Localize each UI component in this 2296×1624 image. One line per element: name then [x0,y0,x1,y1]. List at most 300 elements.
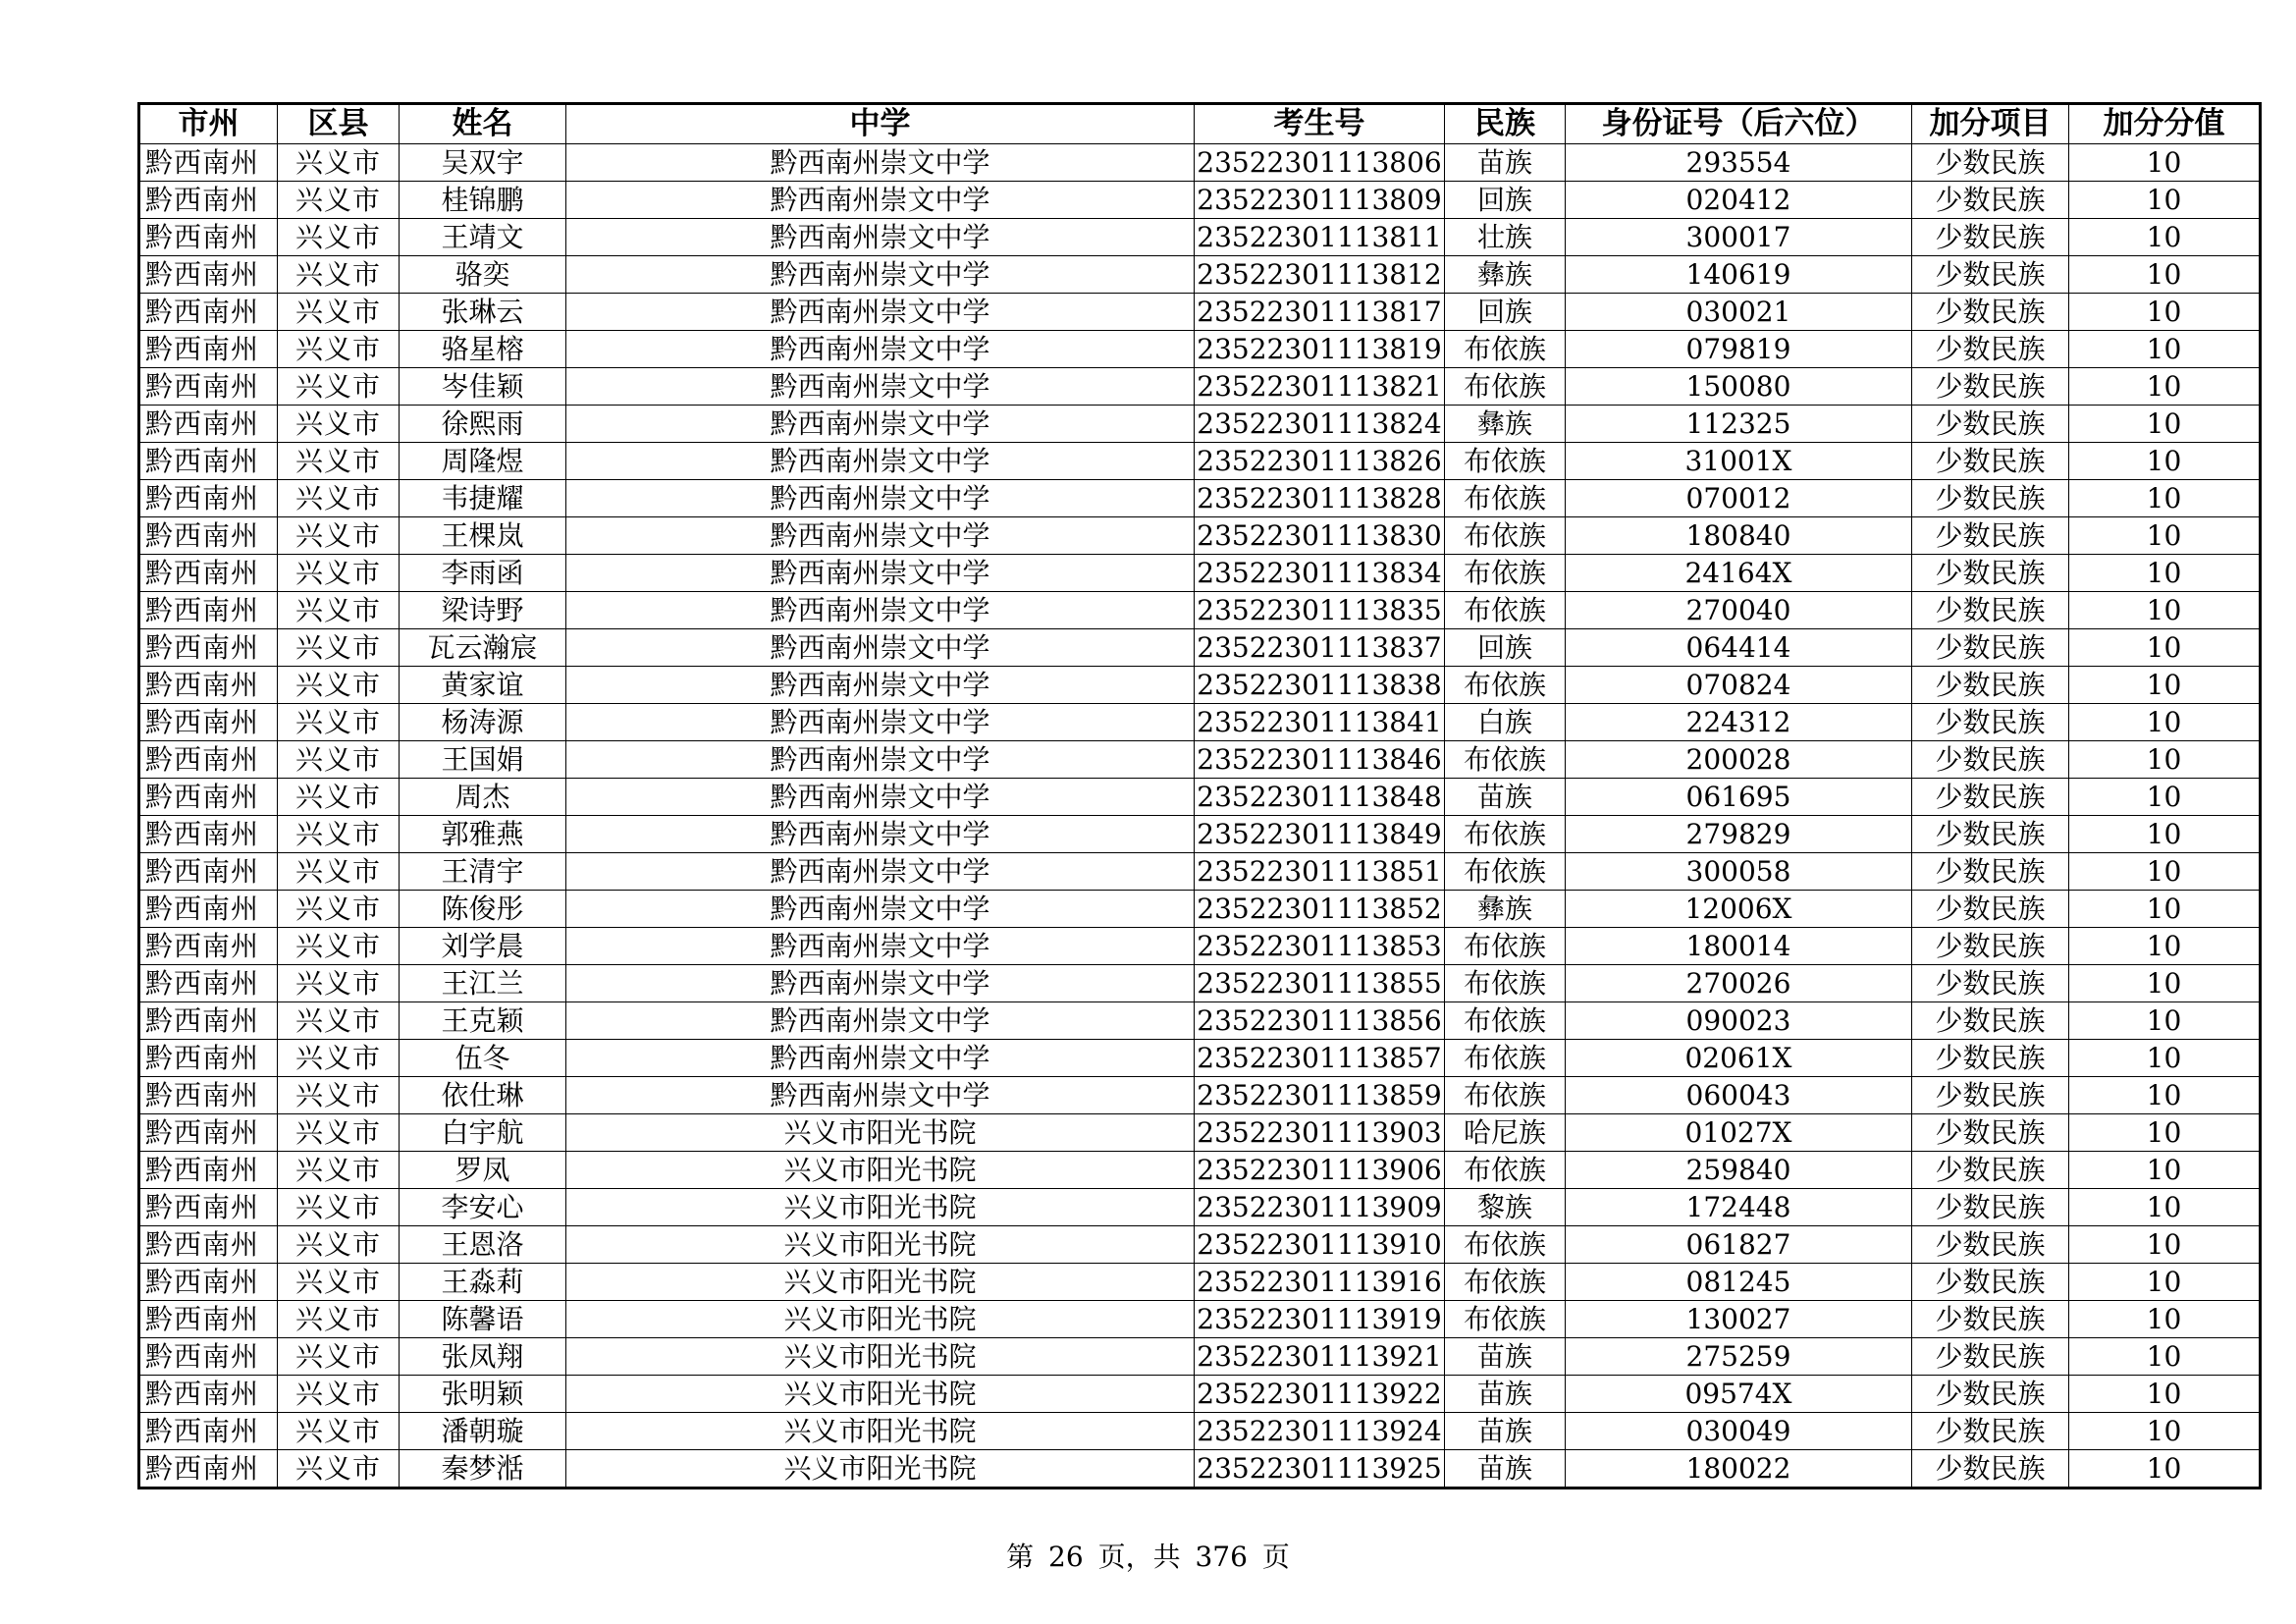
cell-name: 瓦云瀚宸 [400,629,566,667]
cell-ethnicity: 回族 [1445,182,1566,219]
cell-county: 兴义市 [278,368,400,406]
cell-name: 罗凤 [400,1152,566,1189]
cell-bonus-value: 10 [2069,1338,2261,1376]
cell-name: 徐熙雨 [400,406,566,443]
cell-bonus-value: 10 [2069,294,2261,331]
cell-school: 黔西南州崇文中学 [566,741,1195,779]
cell-county: 兴义市 [278,1264,400,1301]
cell-id-last-six: 079819 [1566,331,1912,368]
cell-name: 吴双宇 [400,144,566,182]
cell-bonus-value: 10 [2069,443,2261,480]
cell-exam-number: 23522301113921 [1195,1338,1445,1376]
cell-school: 兴义市阳光书院 [566,1226,1195,1264]
cell-bonus-item: 少数民族 [1912,517,2069,555]
cell-id-last-six: 061827 [1566,1226,1912,1264]
cell-county: 兴义市 [278,629,400,667]
cell-school: 黔西南州崇文中学 [566,443,1195,480]
table-row [139,1040,2261,1077]
cell-exam-number: 23522301113846 [1195,741,1445,779]
cell-county: 兴义市 [278,779,400,816]
cell-bonus-value: 10 [2069,965,2261,1002]
score-bonus-table [137,102,2262,1489]
cell-school: 黔西南州崇文中学 [566,480,1195,517]
cell-exam-number: 23522301113812 [1195,256,1445,294]
cell-exam-number: 23522301113852 [1195,891,1445,928]
cell-id-last-six: 293554 [1566,144,1912,182]
cell-school: 兴义市阳光书院 [566,1152,1195,1189]
cell-name: 桂锦鹏 [400,182,566,219]
table-row [139,517,2261,555]
cell-name: 岑佳颖 [400,368,566,406]
cell-county: 兴义市 [278,331,400,368]
cell-school: 兴义市阳光书院 [566,1301,1195,1338]
cell-bonus-value: 10 [2069,1450,2261,1489]
cell-school: 兴义市阳光书院 [566,1413,1195,1450]
cell-id-last-six: 180014 [1566,928,1912,965]
cell-bonus-value: 10 [2069,928,2261,965]
cell-city: 黔西南州 [139,1077,278,1114]
cell-school: 黔西南州崇文中学 [566,928,1195,965]
cell-exam-number: 23522301113910 [1195,1226,1445,1264]
cell-name: 秦梦湉 [400,1450,566,1489]
cell-id-last-six: 180840 [1566,517,1912,555]
table-row [139,406,2261,443]
cell-id-last-six: 31001X [1566,443,1912,480]
cell-ethnicity: 苗族 [1445,1338,1566,1376]
cell-exam-number: 23522301113919 [1195,1301,1445,1338]
cell-ethnicity: 布依族 [1445,1002,1566,1040]
table-row [139,1376,2261,1413]
cell-id-last-six: 064414 [1566,629,1912,667]
cell-id-last-six: 150080 [1566,368,1912,406]
cell-city: 黔西南州 [139,1114,278,1152]
cell-id-last-six: 070012 [1566,480,1912,517]
cell-school: 黔西南州崇文中学 [566,144,1195,182]
table-row [139,928,2261,965]
cell-school: 黔西南州崇文中学 [566,1077,1195,1114]
cell-bonus-item: 少数民族 [1912,853,2069,891]
cell-bonus-value: 10 [2069,853,2261,891]
table-row [139,629,2261,667]
cell-bonus-item: 少数民族 [1912,1040,2069,1077]
table-row [139,853,2261,891]
cell-city: 黔西南州 [139,1152,278,1189]
cell-county: 兴义市 [278,480,400,517]
cell-city: 黔西南州 [139,667,278,704]
table-row [139,480,2261,517]
table-row [139,891,2261,928]
cell-city: 黔西南州 [139,779,278,816]
cell-bonus-item: 少数民族 [1912,779,2069,816]
cell-county: 兴义市 [278,667,400,704]
cell-bonus-value: 10 [2069,219,2261,256]
cell-school: 黔西南州崇文中学 [566,219,1195,256]
cell-bonus-value: 10 [2069,1226,2261,1264]
cell-bonus-item: 少数民族 [1912,294,2069,331]
cell-id-last-six: 030049 [1566,1413,1912,1450]
cell-ethnicity: 布依族 [1445,368,1566,406]
cell-bonus-item: 少数民族 [1912,1226,2069,1264]
cell-bonus-item: 少数民族 [1912,368,2069,406]
cell-bonus-item: 少数民族 [1912,256,2069,294]
cell-bonus-value: 10 [2069,1376,2261,1413]
cell-city: 黔西南州 [139,480,278,517]
cell-bonus-value: 10 [2069,1077,2261,1114]
cell-ethnicity: 布依族 [1445,1264,1566,1301]
cell-school: 兴义市阳光书院 [566,1264,1195,1301]
cell-school: 黔西南州崇文中学 [566,517,1195,555]
cell-name: 王淼莉 [400,1264,566,1301]
cell-bonus-item: 少数民族 [1912,406,2069,443]
cell-bonus-value: 10 [2069,629,2261,667]
cell-county: 兴义市 [278,592,400,629]
cell-name: 黄家谊 [400,667,566,704]
cell-exam-number: 23522301113853 [1195,928,1445,965]
cell-name: 骆星榕 [400,331,566,368]
table-row [139,1413,2261,1450]
cell-county: 兴义市 [278,704,400,741]
cell-bonus-item: 少数民族 [1912,816,2069,853]
cell-exam-number: 23522301113903 [1195,1114,1445,1152]
cell-school: 黔西南州崇文中学 [566,965,1195,1002]
cell-city: 黔西南州 [139,1376,278,1413]
cell-name: 依仕琳 [400,1077,566,1114]
cell-city: 黔西南州 [139,1040,278,1077]
cell-county: 兴义市 [278,1002,400,1040]
cell-exam-number: 23522301113835 [1195,592,1445,629]
cell-id-last-six: 200028 [1566,741,1912,779]
cell-bonus-value: 10 [2069,816,2261,853]
cell-exam-number: 23522301113916 [1195,1264,1445,1301]
cell-exam-number: 23522301113821 [1195,368,1445,406]
cell-city: 黔西南州 [139,1450,278,1489]
header-exam-number: 考生号 [1195,104,1445,144]
table-row [139,331,2261,368]
cell-county: 兴义市 [278,256,400,294]
cell-ethnicity: 彝族 [1445,256,1566,294]
cell-bonus-value: 10 [2069,1002,2261,1040]
cell-bonus-item: 少数民族 [1912,928,2069,965]
cell-bonus-value: 10 [2069,741,2261,779]
cell-name: 刘学晨 [400,928,566,965]
table-row [139,1301,2261,1338]
table-row [139,965,2261,1002]
header-bonus-value: 加分分值 [2069,104,2261,144]
cell-county: 兴义市 [278,1301,400,1338]
cell-id-last-six: 300058 [1566,853,1912,891]
cell-city: 黔西南州 [139,1002,278,1040]
cell-ethnicity: 布依族 [1445,1301,1566,1338]
cell-city: 黔西南州 [139,256,278,294]
cell-bonus-item: 少数民族 [1912,331,2069,368]
cell-county: 兴义市 [278,816,400,853]
cell-exam-number: 23522301113837 [1195,629,1445,667]
table-row [139,1338,2261,1376]
cell-county: 兴义市 [278,555,400,592]
cell-id-last-six: 279829 [1566,816,1912,853]
cell-county: 兴义市 [278,1152,400,1189]
cell-county: 兴义市 [278,294,400,331]
cell-city: 黔西南州 [139,182,278,219]
header-ethnicity: 民族 [1445,104,1566,144]
cell-county: 兴义市 [278,891,400,928]
cell-id-last-six: 140619 [1566,256,1912,294]
table-row [139,816,2261,853]
cell-school: 兴义市阳光书院 [566,1189,1195,1226]
table-row [139,1002,2261,1040]
cell-bonus-item: 少数民族 [1912,1376,2069,1413]
cell-bonus-value: 10 [2069,480,2261,517]
cell-id-last-six: 070824 [1566,667,1912,704]
header-city: 市州 [139,104,278,144]
cell-bonus-value: 10 [2069,1040,2261,1077]
cell-school: 黔西南州崇文中学 [566,592,1195,629]
table-row [139,1264,2261,1301]
cell-id-last-six: 02061X [1566,1040,1912,1077]
table-row [139,779,2261,816]
cell-id-last-six: 24164X [1566,555,1912,592]
cell-city: 黔西南州 [139,1301,278,1338]
cell-name: 李雨函 [400,555,566,592]
cell-name: 王恩洛 [400,1226,566,1264]
cell-bonus-value: 10 [2069,704,2261,741]
header-id-last-six: 身份证号（后六位） [1566,104,1912,144]
cell-bonus-value: 10 [2069,1413,2261,1450]
cell-ethnicity: 布依族 [1445,853,1566,891]
cell-county: 兴义市 [278,965,400,1002]
cell-school: 黔西南州崇文中学 [566,891,1195,928]
cell-school: 黔西南州崇文中学 [566,779,1195,816]
cell-county: 兴义市 [278,1450,400,1489]
cell-exam-number: 23522301113841 [1195,704,1445,741]
cell-bonus-item: 少数民族 [1912,144,2069,182]
cell-ethnicity: 布依族 [1445,443,1566,480]
cell-exam-number: 23522301113817 [1195,294,1445,331]
cell-name: 张凤翔 [400,1338,566,1376]
cell-name: 骆奕 [400,256,566,294]
cell-school: 兴义市阳光书院 [566,1450,1195,1489]
cell-city: 黔西南州 [139,555,278,592]
cell-ethnicity: 哈尼族 [1445,1114,1566,1152]
header-school: 中学 [566,104,1195,144]
header-county: 区县 [278,104,400,144]
cell-bonus-value: 10 [2069,891,2261,928]
cell-name: 潘朝璇 [400,1413,566,1450]
cell-id-last-six: 270040 [1566,592,1912,629]
cell-school: 黔西南州崇文中学 [566,406,1195,443]
cell-ethnicity: 布依族 [1445,331,1566,368]
cell-city: 黔西南州 [139,741,278,779]
cell-school: 黔西南州崇文中学 [566,704,1195,741]
cell-bonus-item: 少数民族 [1912,629,2069,667]
cell-bonus-value: 10 [2069,182,2261,219]
cell-school: 黔西南州崇文中学 [566,368,1195,406]
cell-bonus-value: 10 [2069,368,2261,406]
cell-county: 兴义市 [278,928,400,965]
cell-bonus-item: 少数民族 [1912,1413,2069,1450]
cell-city: 黔西南州 [139,144,278,182]
cell-exam-number: 23522301113826 [1195,443,1445,480]
table-header-row [139,104,2261,144]
cell-school: 黔西南州崇文中学 [566,1002,1195,1040]
table-row [139,368,2261,406]
cell-exam-number: 23522301113851 [1195,853,1445,891]
cell-id-last-six: 172448 [1566,1189,1912,1226]
cell-ethnicity: 布依族 [1445,1152,1566,1189]
cell-county: 兴义市 [278,182,400,219]
cell-bonus-value: 10 [2069,555,2261,592]
cell-name: 王清宇 [400,853,566,891]
cell-ethnicity: 苗族 [1445,1413,1566,1450]
cell-city: 黔西南州 [139,331,278,368]
cell-bonus-item: 少数民族 [1912,592,2069,629]
cell-bonus-value: 10 [2069,517,2261,555]
cell-ethnicity: 黎族 [1445,1189,1566,1226]
cell-exam-number: 23522301113922 [1195,1376,1445,1413]
cell-city: 黔西南州 [139,1226,278,1264]
cell-name: 李安心 [400,1189,566,1226]
cell-bonus-value: 10 [2069,1152,2261,1189]
table-row [139,1189,2261,1226]
cell-exam-number: 23522301113857 [1195,1040,1445,1077]
table-row [139,592,2261,629]
cell-school: 黔西南州崇文中学 [566,1040,1195,1077]
cell-bonus-item: 少数民族 [1912,1152,2069,1189]
table-row [139,1077,2261,1114]
cell-city: 黔西南州 [139,816,278,853]
cell-id-last-six: 030021 [1566,294,1912,331]
cell-exam-number: 23522301113819 [1195,331,1445,368]
cell-county: 兴义市 [278,1077,400,1114]
cell-bonus-item: 少数民族 [1912,1301,2069,1338]
cell-ethnicity: 苗族 [1445,144,1566,182]
cell-id-last-six: 300017 [1566,219,1912,256]
cell-exam-number: 23522301113849 [1195,816,1445,853]
cell-bonus-value: 10 [2069,1189,2261,1226]
cell-exam-number: 23522301113806 [1195,144,1445,182]
cell-bonus-value: 10 [2069,1301,2261,1338]
cell-name: 梁诗野 [400,592,566,629]
table-row [139,256,2261,294]
cell-county: 兴义市 [278,219,400,256]
cell-id-last-six: 130027 [1566,1301,1912,1338]
table-row [139,443,2261,480]
cell-bonus-value: 10 [2069,779,2261,816]
cell-exam-number: 23522301113834 [1195,555,1445,592]
cell-county: 兴义市 [278,406,400,443]
cell-city: 黔西南州 [139,406,278,443]
cell-ethnicity: 布依族 [1445,555,1566,592]
cell-bonus-item: 少数民族 [1912,891,2069,928]
cell-name: 王江兰 [400,965,566,1002]
cell-name: 王克颖 [400,1002,566,1040]
cell-bonus-value: 10 [2069,256,2261,294]
cell-id-last-six: 224312 [1566,704,1912,741]
cell-county: 兴义市 [278,1338,400,1376]
cell-name: 陈俊彤 [400,891,566,928]
cell-county: 兴义市 [278,443,400,480]
cell-name: 陈馨语 [400,1301,566,1338]
cell-exam-number: 23522301113909 [1195,1189,1445,1226]
cell-ethnicity: 布依族 [1445,480,1566,517]
cell-bonus-value: 10 [2069,592,2261,629]
cell-name: 周隆煜 [400,443,566,480]
cell-id-last-six: 112325 [1566,406,1912,443]
cell-bonus-item: 少数民族 [1912,1189,2069,1226]
cell-id-last-six: 270026 [1566,965,1912,1002]
cell-name: 伍冬 [400,1040,566,1077]
cell-city: 黔西南州 [139,853,278,891]
cell-ethnicity: 彝族 [1445,406,1566,443]
table-body [139,144,2261,1489]
cell-bonus-item: 少数民族 [1912,1264,2069,1301]
cell-id-last-six: 060043 [1566,1077,1912,1114]
table-row [139,294,2261,331]
cell-bonus-value: 10 [2069,144,2261,182]
cell-city: 黔西南州 [139,1413,278,1450]
cell-bonus-item: 少数民族 [1912,219,2069,256]
cell-county: 兴义市 [278,853,400,891]
cell-name: 王靖文 [400,219,566,256]
cell-ethnicity: 布依族 [1445,1040,1566,1077]
cell-county: 兴义市 [278,1413,400,1450]
cell-ethnicity: 白族 [1445,704,1566,741]
cell-ethnicity: 回族 [1445,629,1566,667]
cell-ethnicity: 回族 [1445,294,1566,331]
cell-ethnicity: 苗族 [1445,1376,1566,1413]
cell-exam-number: 23522301113924 [1195,1413,1445,1450]
table-row [139,1114,2261,1152]
cell-id-last-six: 12006X [1566,891,1912,928]
cell-school: 黔西南州崇文中学 [566,816,1195,853]
cell-bonus-item: 少数民族 [1912,1077,2069,1114]
cell-exam-number: 23522301113828 [1195,480,1445,517]
page-footer: 第 26 页，共 376 页 [1006,1541,1290,1573]
cell-exam-number: 23522301113906 [1195,1152,1445,1189]
cell-ethnicity: 壮族 [1445,219,1566,256]
cell-name: 杨涛源 [400,704,566,741]
cell-name: 张明颖 [400,1376,566,1413]
cell-bonus-value: 10 [2069,667,2261,704]
cell-bonus-item: 少数民族 [1912,555,2069,592]
cell-bonus-item: 少数民族 [1912,1450,2069,1489]
cell-name: 韦捷耀 [400,480,566,517]
cell-city: 黔西南州 [139,592,278,629]
cell-school: 黔西南州崇文中学 [566,629,1195,667]
cell-city: 黔西南州 [139,891,278,928]
cell-city: 黔西南州 [139,1338,278,1376]
cell-ethnicity: 苗族 [1445,779,1566,816]
cell-name: 张琳云 [400,294,566,331]
table-row [139,667,2261,704]
cell-exam-number: 23522301113830 [1195,517,1445,555]
cell-bonus-value: 10 [2069,406,2261,443]
cell-school: 黔西南州崇文中学 [566,256,1195,294]
header-name: 姓名 [400,104,566,144]
table-row [139,182,2261,219]
table-row [139,1450,2261,1489]
cell-school: 黔西南州崇文中学 [566,331,1195,368]
cell-bonus-item: 少数民族 [1912,1338,2069,1376]
cell-ethnicity: 布依族 [1445,667,1566,704]
cell-county: 兴义市 [278,741,400,779]
cell-exam-number: 23522301113925 [1195,1450,1445,1489]
cell-county: 兴义市 [278,144,400,182]
cell-id-last-six: 090023 [1566,1002,1912,1040]
table-row [139,1226,2261,1264]
cell-city: 黔西南州 [139,704,278,741]
cell-county: 兴义市 [278,1040,400,1077]
